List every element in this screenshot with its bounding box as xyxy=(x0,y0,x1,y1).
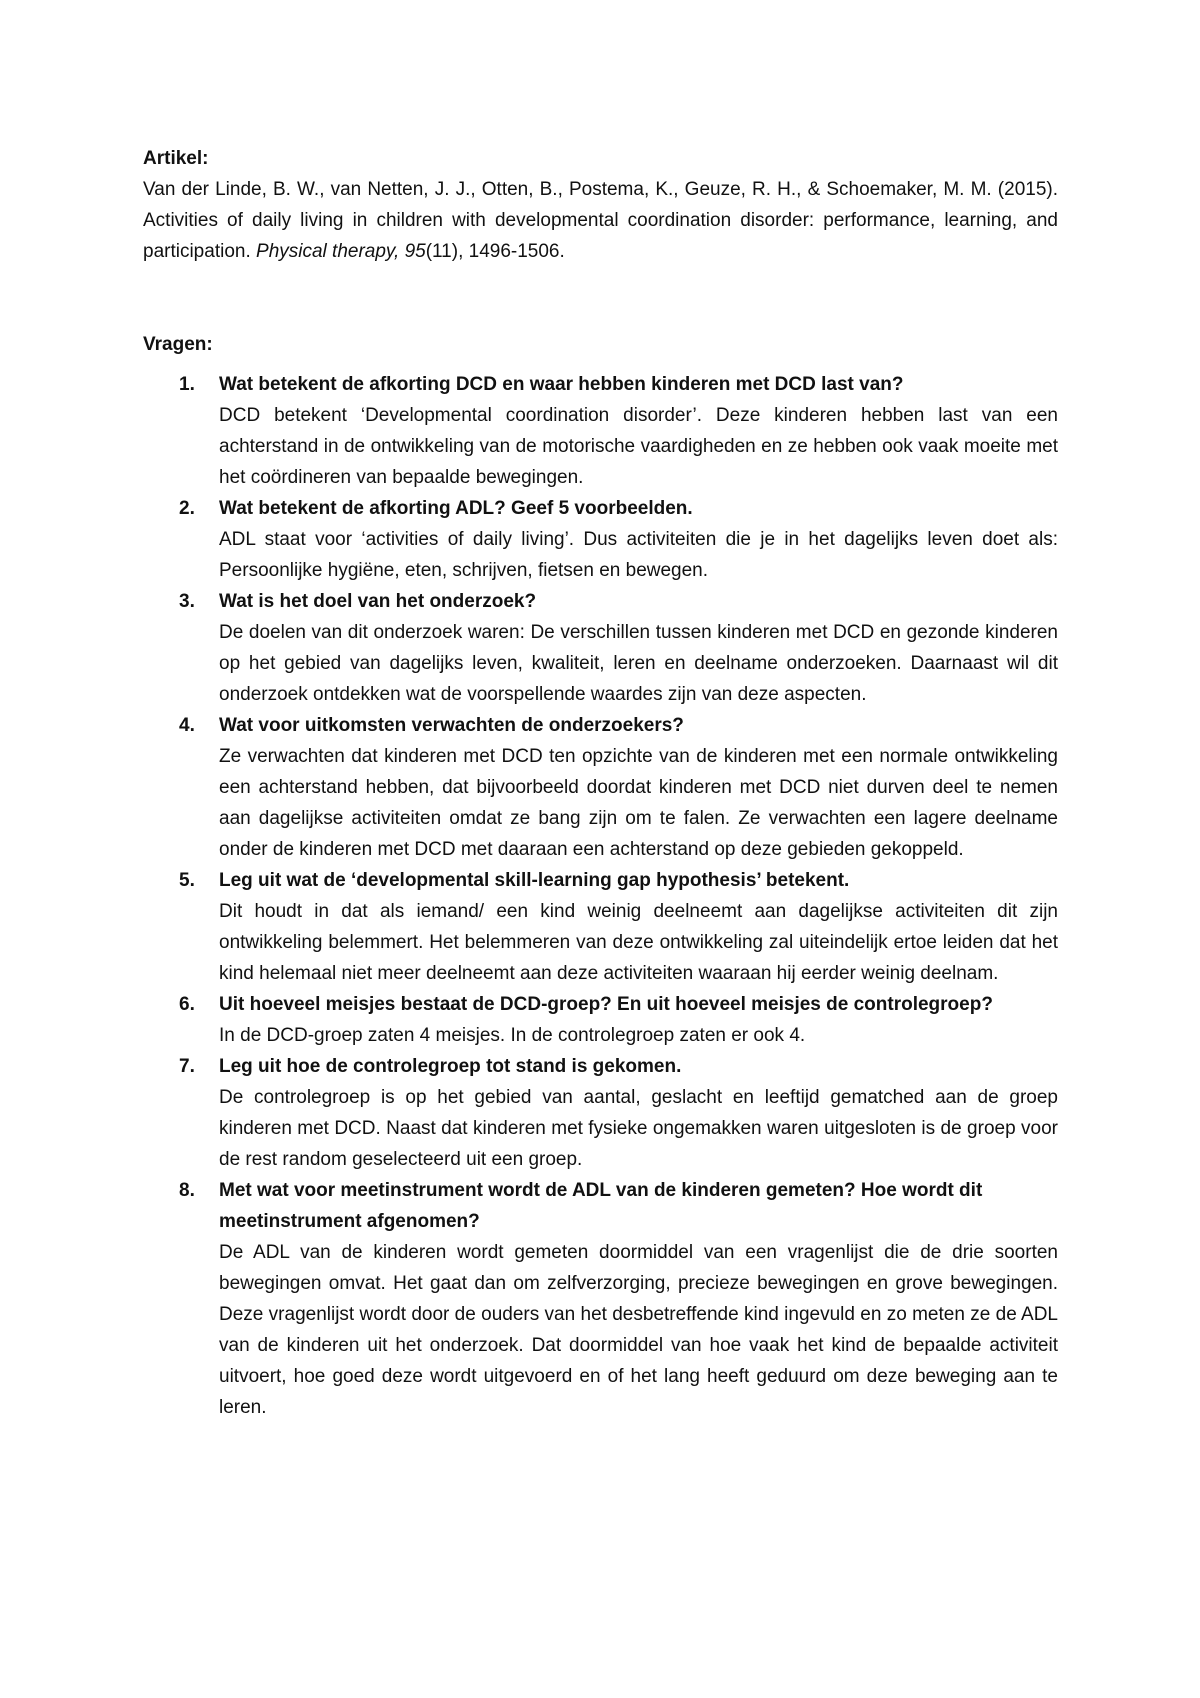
questions-list xyxy=(143,369,1058,1423)
question-text: Uit hoeveel meisjes bestaat de DCD-groep? En uit hoeveel meisjes de controlegroep? xyxy=(219,994,993,1015)
question-text: Leg uit wat de ‘developmental skill-learning gap hypothesis’ betekent. xyxy=(219,870,850,891)
question-number: 4. xyxy=(179,715,195,736)
question-number: 5. xyxy=(179,870,195,891)
citation-journal: Physical therapy, 95 xyxy=(256,241,426,262)
question-item-4 xyxy=(143,710,1058,865)
question-number: 2. xyxy=(179,498,195,519)
question-text: Met wat voor meetinstrument wordt de ADL van de kinderen gemeten? Hoe wordt dit meetinstrument afgenomen? xyxy=(219,1180,983,1232)
question-number: 6. xyxy=(179,994,195,1015)
question-number: 8. xyxy=(179,1180,195,1201)
question-item-1 xyxy=(143,369,1058,493)
answer-text: ADL staat voor ‘activities of daily living’. Dus activiteiten die je in het dagelijks leven doet als: Persoonlijke hygiëne, eten, schrijven, fietsen en bewegen. xyxy=(219,529,1058,581)
question-text: Wat betekent de afkorting DCD en waar hebben kinderen met DCD last van? xyxy=(219,374,904,395)
question-item-8 xyxy=(143,1175,1058,1423)
question-item-5 xyxy=(143,865,1058,989)
question-text: Wat betekent de afkorting ADL? Geef 5 voorbeelden. xyxy=(219,498,693,519)
answer-text: Dit houdt in dat als iemand/ een kind weinig deelneemt aan dagelijkse activiteiten dit zijn ontwikkeling belemmert. Het belemmeren van deze ontwikkeling zal uiteindelijk ertoe leiden dat het kind helemaal niet meer deelneemt aan deze activiteiten waaraan hij eerder weinig deelnam. xyxy=(219,901,1058,984)
answer-text: De controlegroep is op het gebied van aantal, geslacht en leeftijd gematched aan de groep kinderen met DCD. Naast dat kinderen met fysieke ongemakken waren uitgesloten is de groep voor de rest random geselecteerd uit een groep. xyxy=(219,1087,1058,1170)
citation-pages: (11), 1496-1506. xyxy=(425,241,565,262)
question-text: Wat is het doel van het onderzoek? xyxy=(219,591,537,612)
question-text: Leg uit hoe de controlegroep tot stand is gekomen. xyxy=(219,1056,682,1077)
question-item-2 xyxy=(143,493,1058,586)
answer-text: DCD betekent ‘Developmental coordination disorder’. Deze kinderen hebben last van een achterstand in de ontwikkeling van de motorische vaardigheden en ze hebben ook vaak moeite met het coördineren van bepaalde bewegingen. xyxy=(219,405,1058,488)
questions-label: Vragen: xyxy=(143,334,213,355)
answer-text: Ze verwachten dat kinderen met DCD ten opzichte van de kinderen met een normale ontwikkeling een achterstand hebben, dat bijvoorbeeld doordat kinderen met DCD niet durven deel te nemen aan dagelijkse activiteiten omdat ze bang zijn om te falen. Ze verwachten een lagere deelname onder de kinderen met DCD met daaraan een achterstand op deze gebieden gekoppeld. xyxy=(219,746,1058,860)
citation-authors-title: Van der Linde, B. W., van Netten, J. J., Otten, B., Postema, K., Geuze, R. H., & Schoemaker, M. M. (2015). Activities of daily living in children with developmental coordination disorder: performance, learning, and participation. xyxy=(143,179,1058,262)
article-citation xyxy=(143,174,1058,267)
question-text: Wat voor uitkomsten verwachten de onderzoekers? xyxy=(219,715,684,736)
answer-text: De ADL van de kinderen wordt gemeten doormiddel van een vragenlijst die de drie soorten bewegingen omvat. Het gaat dan om zelfverzorging, precieze bewegingen en grove bewegingen. Deze vragenlijst wordt door de ouders van het desbetreffende kind ingevuld en zo meten ze de ADL van de kinderen uit het onderzoek. Dat doormiddel van hoe vaak het kind de bepaalde activiteit uitvoert, hoe goed deze wordt uitgevoerd en of het lang heeft geduurd om deze beweging aan te leren. xyxy=(219,1242,1058,1418)
question-item-6 xyxy=(143,989,1058,1051)
article-label: Artikel: xyxy=(143,148,209,169)
question-number: 3. xyxy=(179,591,195,612)
question-item-3 xyxy=(143,586,1058,710)
answer-text: In de DCD-groep zaten 4 meisjes. In de controlegroep zaten er ook 4. xyxy=(219,1025,806,1046)
answer-text: De doelen van dit onderzoek waren: De verschillen tussen kinderen met DCD en gezonde kinderen op het gebied van dagelijks leven, kwaliteit, leren en deelname onderzoeken. Daarnaast wil dit onderzoek ontdekken wat de voorspellende waardes zijn van deze aspecten. xyxy=(219,622,1058,705)
question-number: 7. xyxy=(179,1056,195,1077)
question-number: 1. xyxy=(179,374,195,395)
document-page xyxy=(143,143,1058,1423)
question-item-7 xyxy=(143,1051,1058,1175)
